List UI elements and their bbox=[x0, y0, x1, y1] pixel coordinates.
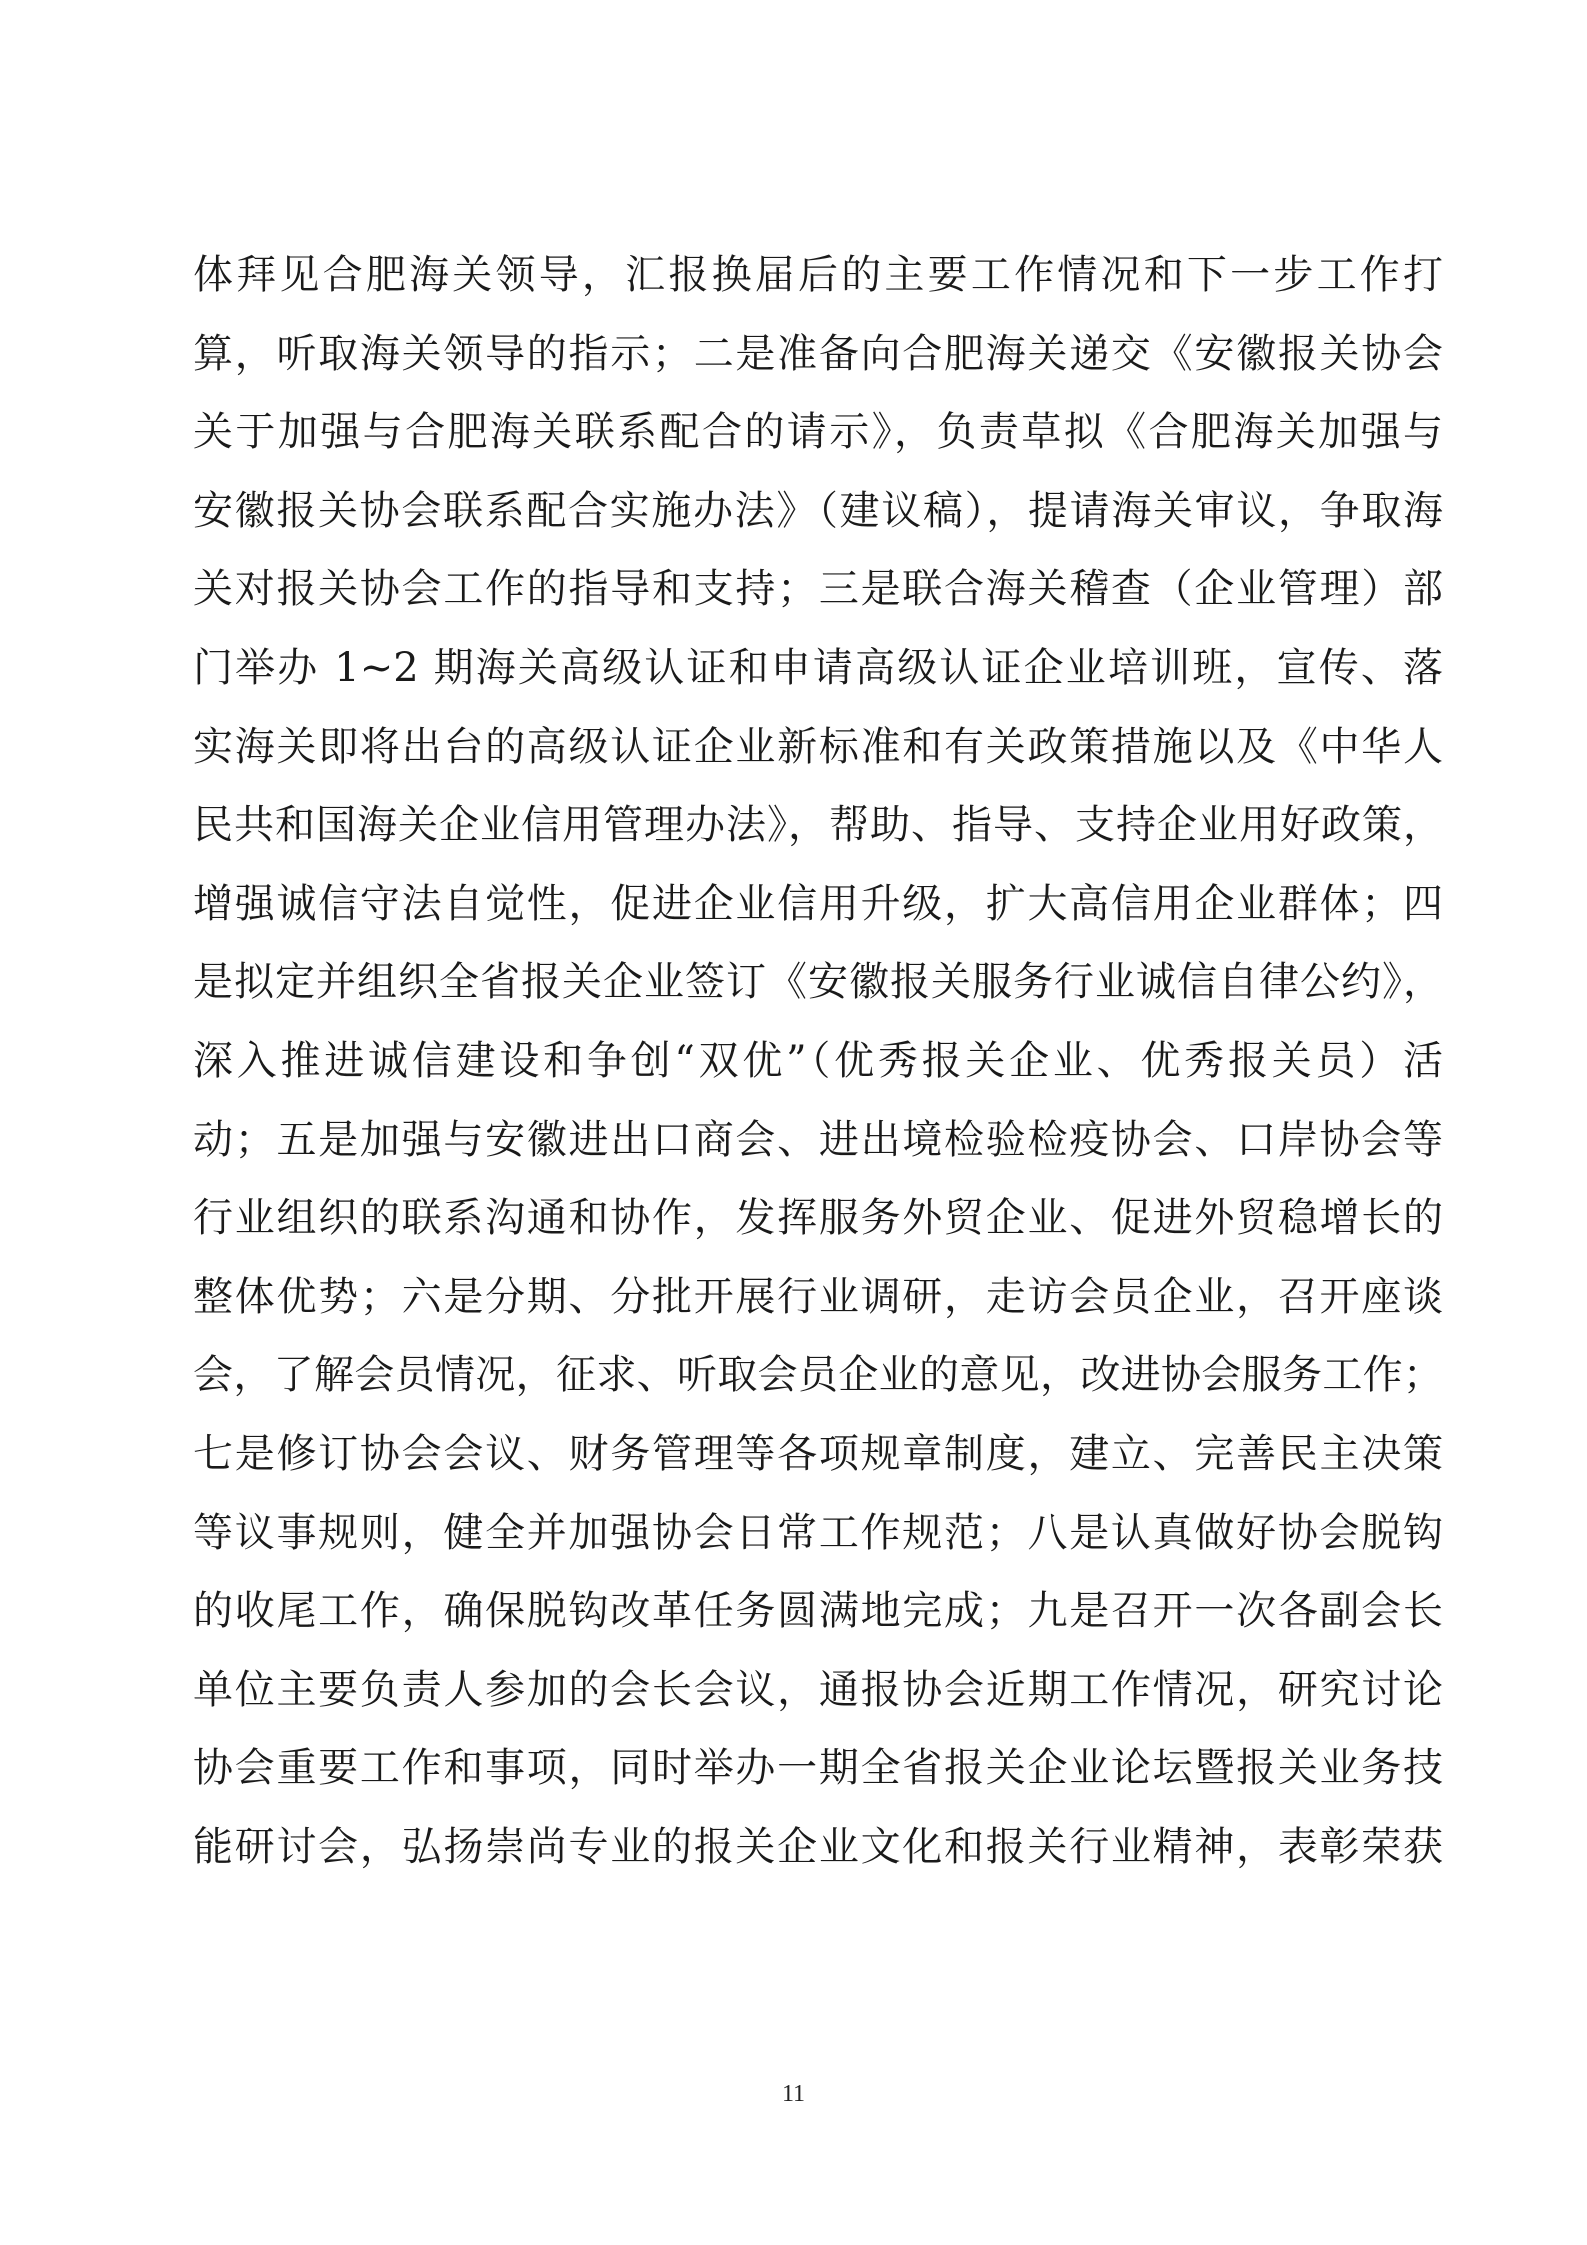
text-line: 深入推进诚信建设和争创“双优”（优秀报关企业、优秀报关员）活 bbox=[193, 1037, 1443, 1084]
text-line: 整体优势；六是分期、分批开展行业调研，走访会员企业，召开座谈 bbox=[193, 1273, 1443, 1320]
text-line: 安徽报关协会联系配合实施办法》（建议稿），提请海关审议，争取海 bbox=[193, 487, 1443, 534]
text-line: 是拟定并组织全省报关企业签订《安徽报关服务行业诚信自律公约》， bbox=[193, 959, 1443, 1006]
text-line: 实海关即将出台的高级认证企业新标准和有关政策措施以及《中华人 bbox=[193, 723, 1443, 770]
text-line: 增强诚信守法自觉性，促进企业信用升级，扩大高信用企业群体；四 bbox=[193, 880, 1443, 927]
text-line: 协会重要工作和事项，同时举办一期全省报关企业论坛暨报关业务技 bbox=[193, 1745, 1443, 1792]
text-line: 算，听取海关领导的指示；二是准备向合肥海关递交《安徽报关协会 bbox=[193, 330, 1443, 377]
text-line: 能研讨会，弘扬崇尚专业的报关企业文化和报关行业精神，表彰荣获 bbox=[193, 1823, 1443, 1870]
text-line: 民共和国海关企业信用管理办法》，帮助、指导、支持企业用好政策， bbox=[193, 802, 1443, 849]
text-line: 的收尾工作，确保脱钩改革任务圆满地完成；九是召开一次各副会长 bbox=[193, 1588, 1443, 1635]
text-line: 单位主要负责人参加的会长会议，通报协会近期工作情况，研究讨论 bbox=[193, 1666, 1443, 1713]
text-line: 七是修订协会会议、财务管理等各项规章制度，建立、完善民主决策 bbox=[193, 1430, 1443, 1477]
body-paragraph bbox=[193, 236, 1443, 1886]
text-line: 动；五是加强与安徽进出口商会、进出境检验检疫协会、口岸协会等 bbox=[193, 1116, 1443, 1163]
text-line: 体拜见合肥海关领导，汇报换届后的主要工作情况和下一步工作打 bbox=[193, 252, 1443, 298]
text-line: 行业组织的联系沟通和协作，发挥服务外贸企业、促进外贸稳增长的 bbox=[193, 1195, 1443, 1242]
page-number: 11 bbox=[781, 2081, 806, 2107]
text-line: 关于加强与合肥海关联系配合的请示》，负责草拟《合肥海关加强与 bbox=[193, 409, 1443, 456]
text-line: 关对报关协会工作的指导和支持；三是联合海关稽查（企业管理）部 bbox=[193, 566, 1443, 613]
text-line: 会，了解会员情况，征求、听取会员企业的意见，改进协会服务工作； bbox=[193, 1352, 1443, 1399]
text-line: 门举办 1~2 期海关高级认证和申请高级认证企业培训班，宣传、落 bbox=[193, 644, 1443, 691]
text-line: 等议事规则，健全并加强协会日常工作规范；八是认真做好协会脱钩 bbox=[193, 1509, 1443, 1556]
